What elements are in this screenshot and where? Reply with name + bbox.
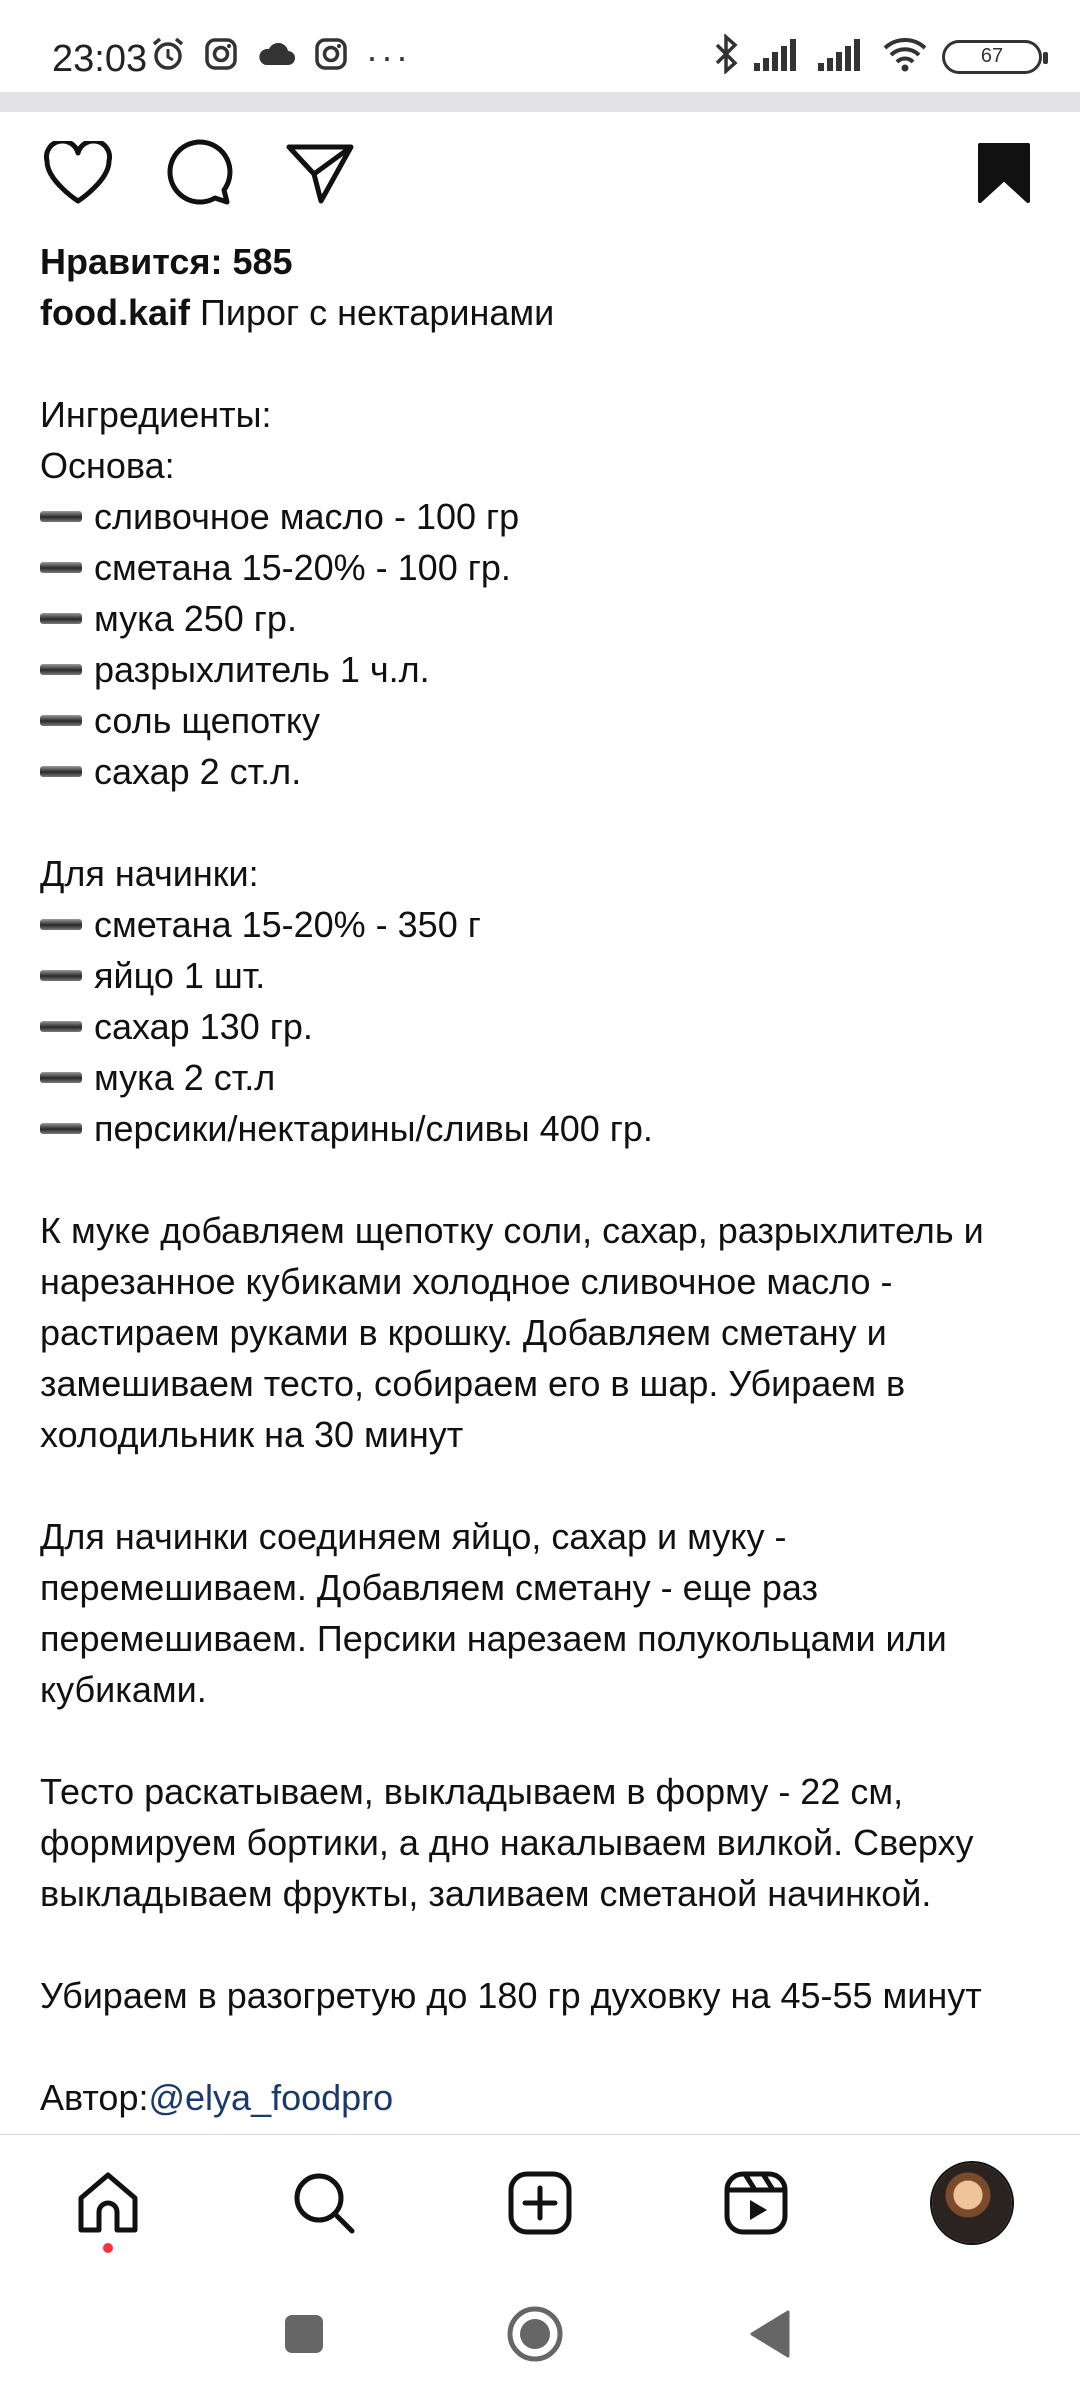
spacer [40, 1715, 1050, 1766]
list-item: сахар 2 ст.л. [40, 746, 1050, 797]
list-item: сахар 130 гр. [40, 1001, 1050, 1052]
list-item: сметана 15-20% - 100 гр. [40, 542, 1050, 593]
dash-emoji-icon [40, 562, 82, 573]
post-actions [0, 135, 1080, 215]
system-nav-bar [0, 2274, 1080, 2400]
dash-emoji-icon [40, 766, 82, 777]
alarm-icon [150, 36, 186, 77]
top-divider [0, 92, 1080, 112]
instagram-icon [314, 37, 348, 76]
list-item: яйцо 1 шт. [40, 950, 1050, 1001]
battery-level: 67 [980, 45, 1004, 67]
bookmark-icon[interactable] [966, 135, 1042, 211]
search-icon[interactable] [284, 2163, 364, 2243]
more-notifications: ··· [366, 35, 411, 77]
instagram-icon [204, 37, 238, 76]
dash-emoji-icon [40, 664, 82, 675]
author-line [40, 2072, 1050, 2123]
base-header: Основа: [40, 445, 175, 486]
list-item: мука 2 ст.л [40, 1052, 1050, 1103]
username[interactable]: food.kaif [40, 292, 190, 333]
battery-icon [942, 40, 1042, 74]
dash-emoji-icon [40, 511, 82, 522]
bottom-nav [0, 2134, 1080, 2275]
author-label: Автор: [40, 2077, 149, 2118]
spacer [40, 1154, 1050, 1205]
dash-emoji-icon [40, 1072, 82, 1083]
back-icon[interactable] [740, 2304, 800, 2364]
spacer [40, 797, 1050, 848]
recents-icon[interactable] [274, 2304, 334, 2364]
add-icon[interactable] [500, 2163, 580, 2243]
step-paragraph: Для начинки соединяем яйцо, сахар и муку - перемешиваем. Добавляем сметану - еще раз перемешиваем. Персики нарезаем полукольцами или кубиками. [40, 1516, 947, 1710]
dash-emoji-icon [40, 970, 82, 981]
reels-icon[interactable] [716, 2163, 796, 2243]
bluetooth-icon [714, 34, 740, 79]
dash-emoji-icon [40, 613, 82, 624]
dash-emoji-icon [40, 919, 82, 930]
wifi-icon [882, 36, 928, 77]
notification-dot [103, 2243, 113, 2253]
ingredients-header: Ингредиенты: [40, 394, 272, 435]
heart-icon[interactable] [40, 135, 116, 211]
status-right-icons [714, 34, 1042, 79]
spacer [40, 2021, 1050, 2072]
likes-count[interactable]: Нравится: 585 [40, 241, 293, 282]
home-icon[interactable] [68, 2163, 148, 2243]
status-bar [0, 0, 1080, 100]
share-icon[interactable] [282, 135, 358, 211]
comment-icon[interactable] [161, 135, 237, 211]
spacer [40, 338, 1050, 389]
post-caption [40, 236, 1050, 2123]
dash-emoji-icon [40, 1021, 82, 1032]
home-circle-icon[interactable] [505, 2304, 565, 2364]
dash-emoji-icon [40, 715, 82, 726]
step-paragraph: Убираем в разогретую до 180 гр духовку на 45-55 минут [40, 1975, 982, 2016]
list-item: сливочное масло - 100 гр [40, 491, 1050, 542]
dash-emoji-icon [40, 1123, 82, 1134]
status-left-icons [150, 36, 411, 77]
caption-title-line [40, 287, 1050, 338]
list-item: соль щепотку [40, 695, 1050, 746]
list-item: мука 250 гр. [40, 593, 1050, 644]
spacer [40, 1919, 1050, 1970]
list-item: сметана 15-20% - 350 г [40, 899, 1050, 950]
author-mention-link[interactable]: @elya_foodpro [148, 2077, 394, 2118]
spacer [40, 1460, 1050, 1511]
step-paragraph: Тесто раскатываем, выкладываем в форму - 22 см, формируем бортики, а дно накалываем вилкой. Сверху выкладываем фрукты, заливаем сметаной начинкой. [40, 1771, 974, 1914]
signal-icon [818, 37, 868, 76]
list-item: персики/нектарины/сливы 400 гр. [40, 1103, 1050, 1154]
status-time: 23:03 [52, 38, 148, 80]
post-title: Пирог с нектаринами [190, 292, 555, 333]
profile-avatar[interactable] [932, 2163, 1012, 2243]
filling-header: Для начинки: [40, 853, 259, 894]
list-item: разрыхлитель 1 ч.л. [40, 644, 1050, 695]
signal-icon [754, 37, 804, 76]
step-paragraph: К муке добавляем щепотку соли, сахар, разрыхлитель и нарезанное кубиками холодное сливочное масло - растираем руками в крошку. Добавляем сметану и замешиваем тесто, собираем его в шар. Убираем в холодильник на 30 минут [40, 1210, 984, 1455]
cloud-icon [256, 39, 296, 74]
avatar[interactable] [932, 2163, 1012, 2243]
